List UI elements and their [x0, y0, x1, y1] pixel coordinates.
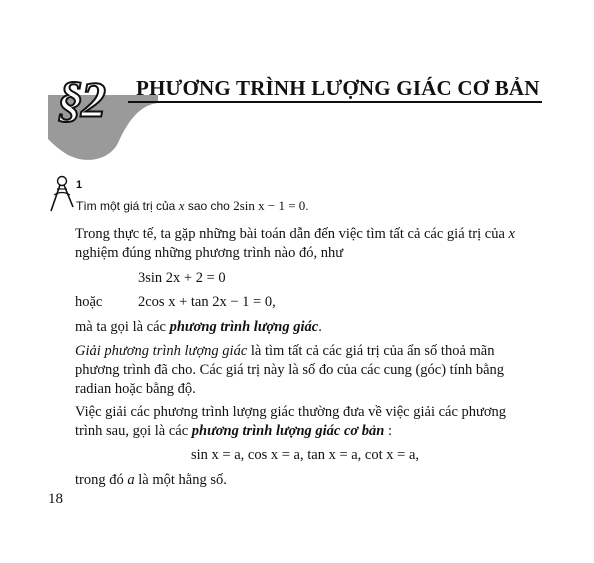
section-title: PHƯƠNG TRÌNH LƯỢNG GIÁC CƠ BẢN [136, 76, 540, 100]
paragraph-line: mà ta gọi là các phương trình lượng giác. [75, 319, 322, 335]
basic-equations: sin x = a, cos x = a, tan x = a, cot x = a, [191, 447, 420, 463]
paragraph-line: radian hoặc bằng độ. [75, 381, 196, 397]
paragraph-line: nghiệm đúng những phương trình nào đó, như [75, 245, 344, 261]
header-rule [128, 101, 542, 103]
paragraph-line: Giải phương trình lượng giác là tìm tất cả các giá trị của ẩn số thoả mãn [75, 343, 495, 359]
or-label: hoặc [75, 294, 103, 310]
paragraph-line: trong đó a là một hằng số. [75, 472, 227, 488]
paragraph-line: Việc giải các phương trình lượng giác thường đưa về việc giải các phương [75, 404, 507, 420]
section-mark: §2 [58, 71, 104, 127]
equation-2: 2cos x + tan 2x − 1 = 0, [138, 294, 276, 310]
activity-number: 1 [76, 179, 83, 191]
paragraph-line: trình sau, gọi là các phương trình lượng giác cơ bản : [75, 423, 393, 439]
paragraph-line: Trong thực tế, ta gặp những bài toán dẫn đến việc tìm tất cả các giá trị của x [75, 226, 515, 242]
page-number: 18 [48, 491, 63, 507]
paragraph-line: phương trình đã cho. Các giá trị này là số đo của các cung (góc) tính bằng [75, 362, 505, 378]
activity-prompt: Tìm một giá trị của x sao cho 2sin x − 1 = 0. [76, 198, 309, 213]
compass-icon [47, 175, 77, 213]
equation-1: 3sin 2x + 2 = 0 [138, 270, 226, 286]
